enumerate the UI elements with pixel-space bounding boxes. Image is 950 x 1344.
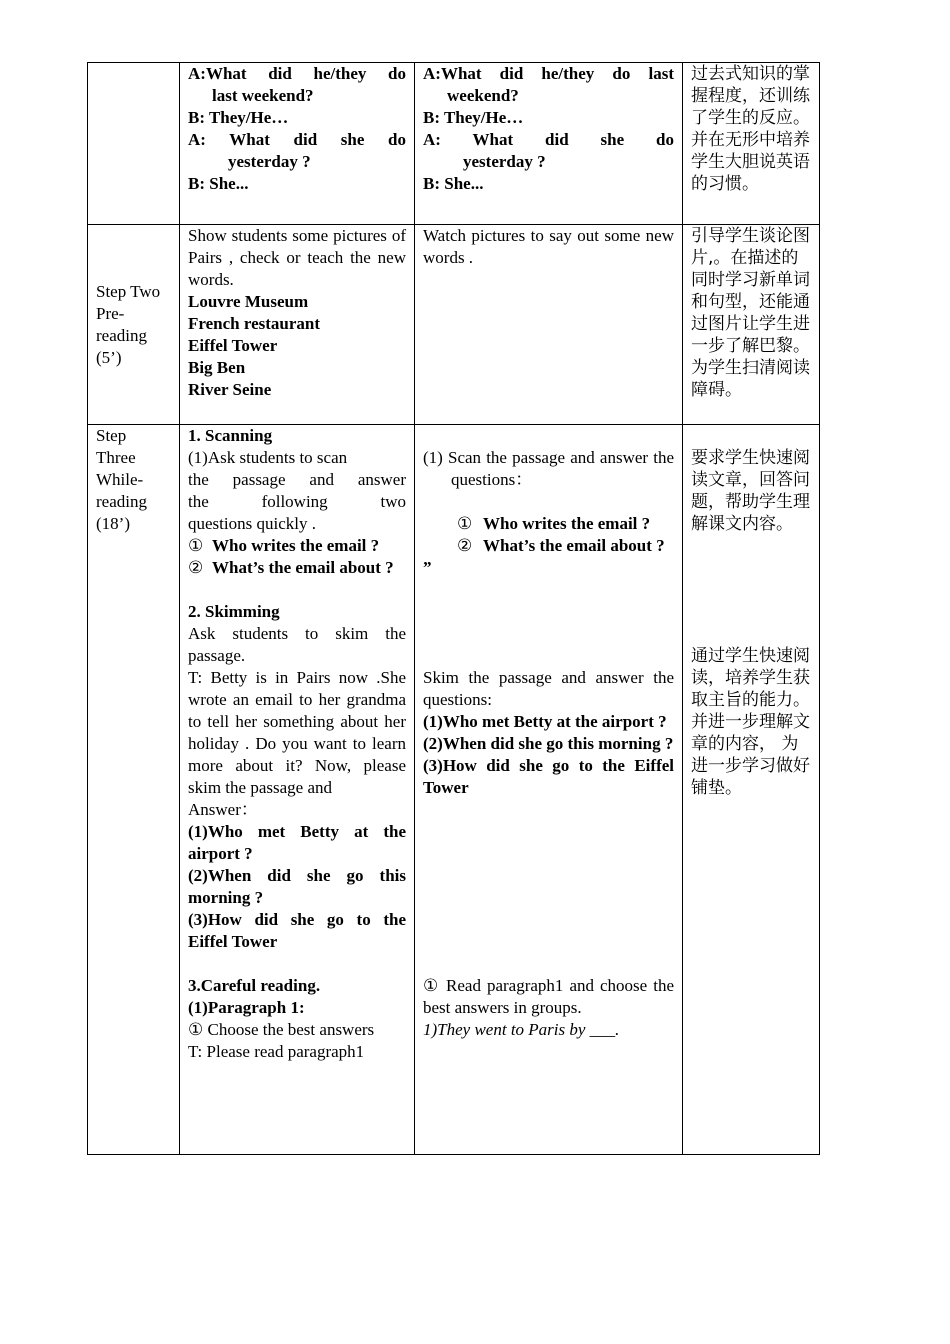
dialogue-line: A: What did she do [423, 130, 674, 149]
question-item: ② What’s the email about ? [457, 536, 665, 555]
activity-text: T: Betty is in Pairs now .She wrote an email to her grandma to tell her something about her holiday . Do you want to learn more about it? Now, please skim the passage and [188, 668, 406, 797]
activity-text: Watch pictures to say out some new words . [423, 226, 674, 267]
step-label: Step Two [96, 281, 161, 301]
dialogue-line: A:What did he/they do [188, 64, 406, 83]
section-subtitle: (1)Paragraph 1: [188, 998, 305, 1017]
purpose-text: 要求学生快速阅读文章，回答问题，帮助学生理解课文内容。 [691, 448, 810, 534]
student-activity-cell [415, 225, 683, 425]
dialogue-line: B: She... [188, 174, 249, 193]
activity-text: Ask students to skim the passage. [188, 624, 406, 665]
step-cell [88, 425, 180, 1155]
dialogue-line: yesterday ? [463, 152, 546, 171]
student-activity-cell [415, 63, 683, 225]
quote-mark: ” [423, 558, 432, 577]
table-row [88, 63, 820, 225]
purpose-cell [683, 425, 820, 1155]
activity-text: ① Read paragraph1 and choose the best answers in groups. [423, 976, 674, 1017]
dialogue-line: B: She... [423, 174, 484, 193]
purpose-text: 通过学生快速阅读，培养学生获取主旨的能力。并进一步理解文章的内容， 为进一步学习做好铺垫。 [691, 646, 810, 798]
step-cell [88, 225, 180, 425]
table-row [88, 225, 820, 425]
step-label: (18’) [96, 514, 130, 533]
activity-line: (1)Ask students to scan [188, 448, 348, 467]
dialogue-line: B: They/He… [188, 108, 289, 127]
vocab-word: River Seine [188, 380, 272, 399]
dialogue-line: weekend? [447, 86, 519, 105]
question-item: (3)How did she go to the Eiffel Tower [188, 910, 406, 951]
purpose-cell [683, 63, 820, 225]
purpose-cell [683, 225, 820, 425]
question-item: (1)Who met Betty at the airport ? [188, 822, 406, 863]
dialogue-line: last weekend? [212, 86, 314, 105]
step-label: reading [96, 325, 147, 345]
answer-label: Answer： [188, 800, 258, 819]
dialogue-line: A: What did she do [188, 130, 406, 149]
activity-line: the following two [188, 492, 406, 511]
teacher-activity-cell [180, 425, 415, 1155]
activity-text: (1) Scan the passage and answer the questions： [423, 448, 674, 489]
table-row [88, 425, 820, 1155]
vocab-word: Big Ben [188, 358, 246, 377]
circled-number: ② [457, 536, 473, 555]
question-item: ① Who writes the email ? [188, 536, 380, 555]
step-label: Step [96, 426, 127, 445]
vocab-word: Eiffel Tower [188, 336, 278, 355]
circled-number: ① [457, 514, 473, 533]
activity-line: the passage and answer [188, 470, 406, 489]
section-title: 2. Skimming [188, 602, 280, 621]
step-label: Three [96, 448, 136, 467]
question-item: (2)When did she go this morning ? [423, 734, 674, 753]
circled-number: ① [188, 536, 204, 555]
question-item: ② What’s the email about ? [188, 558, 394, 577]
question-item: (3)How did she go to the Eiffel Tower [423, 756, 674, 797]
teacher-activity-cell [180, 225, 415, 425]
dialogue-line: yesterday ? [228, 152, 311, 171]
section-title: 1. Scanning [188, 426, 273, 445]
question-item: (1)Who met Betty at the airport ? [423, 712, 667, 731]
lesson-plan-table [87, 62, 820, 1155]
dialogue-line: B: They/He… [423, 108, 524, 127]
circled-number: ② [188, 558, 204, 577]
dialogue-line: A:What did he/they do last [423, 64, 674, 83]
purpose-text: 引导学生谈论图片,。在描述的同时学习新单词和句型，还能通过图片让学生进一步了解巴黎。为学生扫清阅读障碍。 [691, 226, 810, 400]
activity-line: ① Choose the best answers [188, 1020, 375, 1039]
gap-fill-question: 1)They went to Paris by ___. [423, 1020, 620, 1039]
question-item: (2)When did she go this morning ? [188, 866, 406, 907]
student-activity-cell [415, 425, 683, 1155]
teacher-activity-cell [180, 63, 415, 225]
step-label: (5’) [96, 347, 122, 367]
section-title: 3.Careful reading. [188, 976, 321, 995]
question-item: ① Who writes the email ? [457, 514, 651, 533]
step-cell [88, 63, 180, 225]
activity-line: questions quickly . [188, 514, 316, 533]
step-label: While- [96, 470, 144, 489]
step-label: reading [96, 492, 147, 511]
activity-line: T: Please read paragraph1 [188, 1042, 365, 1061]
activity-text: Skim the passage and answer the questions: [423, 668, 674, 709]
activity-text: Show students some pictures of Pairs , check or teach the new words. [188, 226, 406, 289]
purpose-text: 过去式知识的掌握程度，还训练了学生的反应。并在无形中培养学生大胆说英语的习惯。 [691, 64, 810, 194]
vocab-word: Louvre Museum [188, 292, 309, 311]
vocab-word: French restaurant [188, 314, 321, 333]
step-label: Pre- [96, 303, 125, 323]
